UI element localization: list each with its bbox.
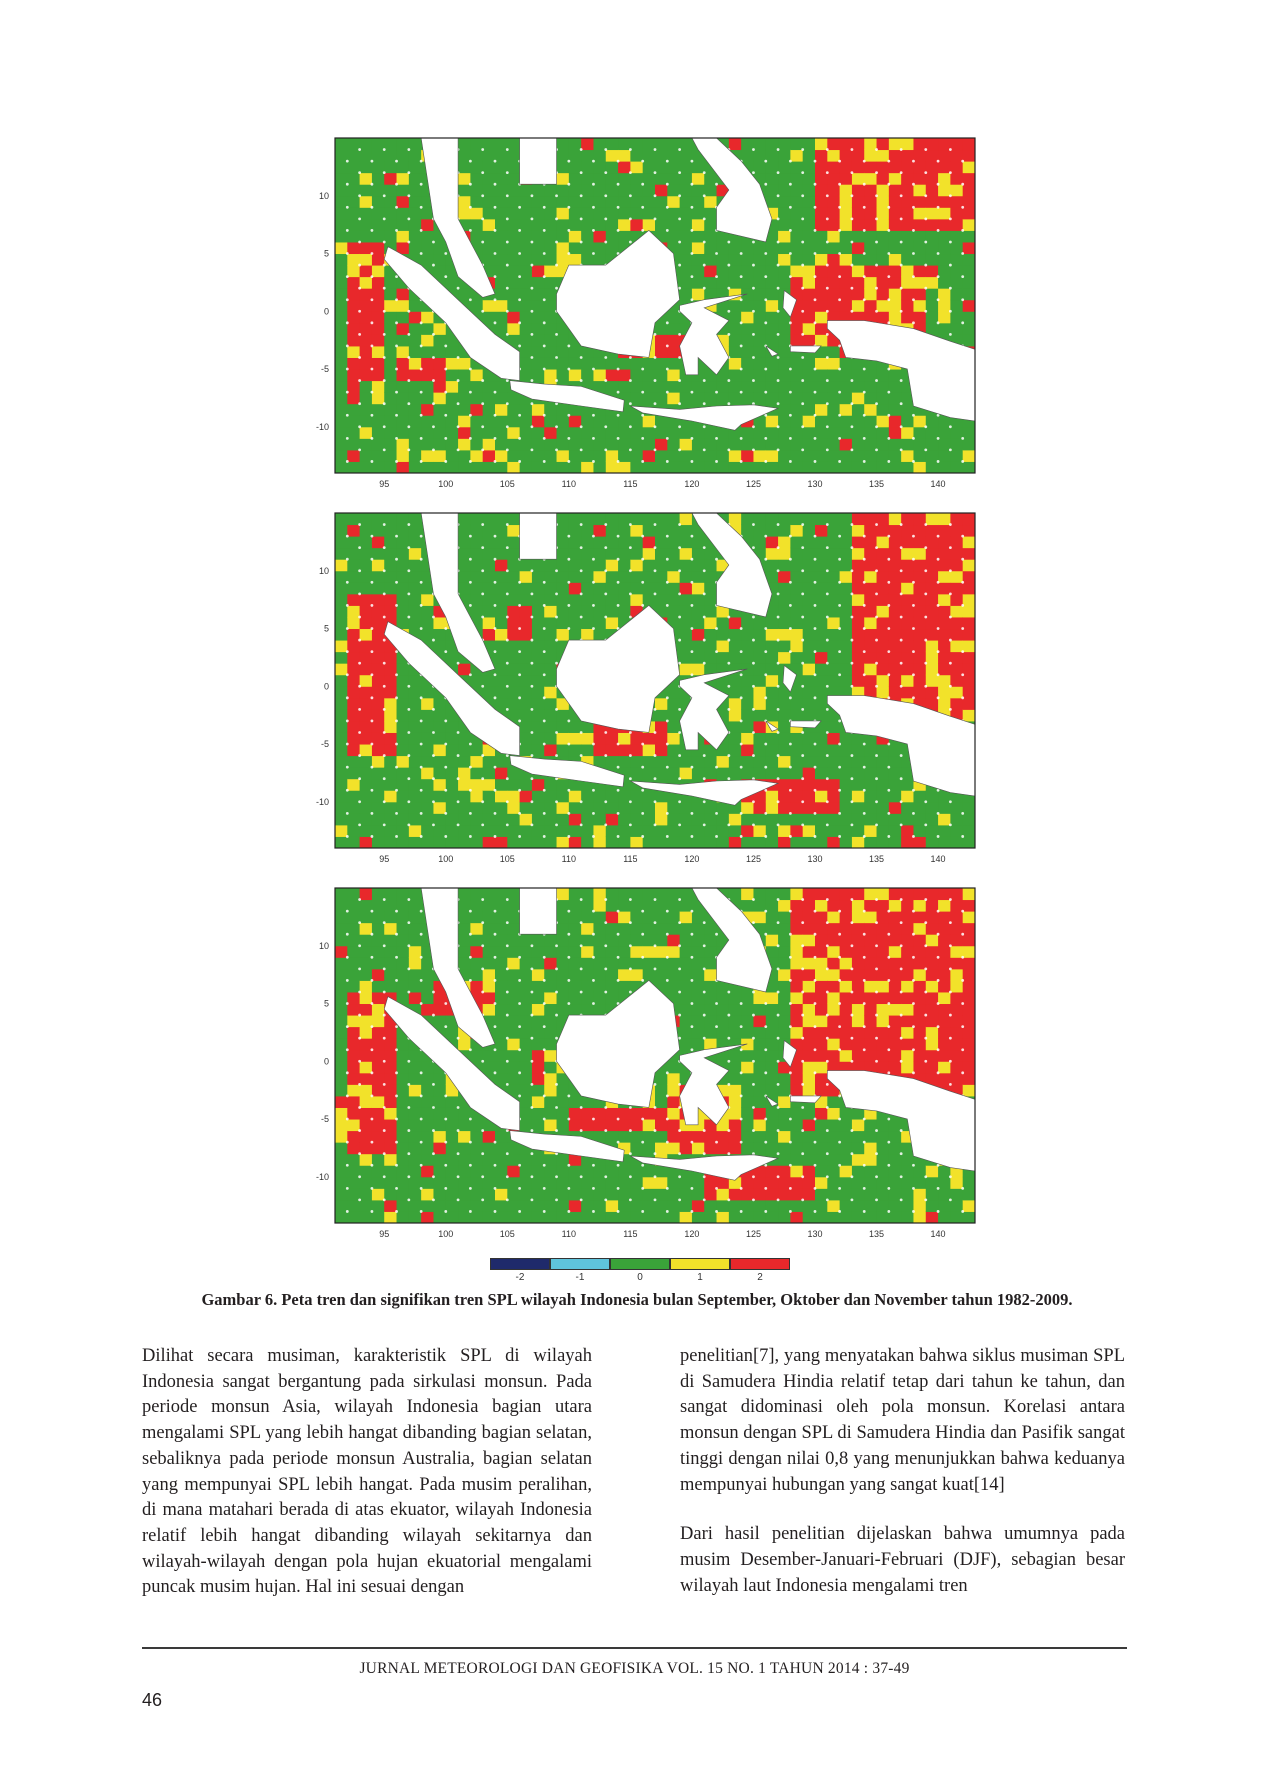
x-tick-label: 120 [684, 1229, 700, 1239]
body-column-right [680, 1344, 1125, 1599]
x-tick-label: 130 [807, 479, 823, 489]
x-tick-label: 95 [379, 854, 390, 864]
y-tick-label: -5 [320, 739, 329, 750]
figure-caption: Gambar 6. Peta tren dan signifikan tren SPL wilayah Indonesia bulan September, Oktober dan November tahun 1982-2009. [201, 1290, 1073, 1309]
colorbar-label: 0 [637, 1272, 643, 1283]
x-tick-label: 115 [623, 854, 638, 864]
colorbar-swatch [730, 1258, 790, 1270]
x-tick-label: 105 [499, 479, 515, 489]
colorbar-swatch [490, 1258, 550, 1270]
map-panel-november [300, 880, 980, 1250]
x-tick-label: 100 [438, 479, 454, 489]
colorbar-swatch [550, 1258, 610, 1270]
x-tick-label: 135 [869, 1229, 885, 1239]
sst-trend-map [300, 505, 980, 875]
colorbar-label: 2 [757, 1272, 763, 1283]
x-tick-label: 125 [745, 479, 761, 489]
y-tick-label: -10 [315, 421, 329, 432]
figure [300, 130, 980, 1290]
y-tick-label: 5 [323, 998, 329, 1009]
colorbar-label: -1 [575, 1272, 585, 1283]
x-tick-label: 120 [684, 854, 700, 864]
y-tick-label: 10 [318, 190, 329, 201]
x-tick-label: 125 [745, 854, 761, 864]
sst-trend-map [300, 880, 980, 1250]
y-tick-label: -5 [320, 364, 329, 375]
journal-footer: JURNAL METEOROLOGI DAN GEOFISIKA VOL. 15 NO. 1 TAHUN 2014 : 37-49 [359, 1660, 910, 1677]
colorbar-label: -2 [515, 1272, 525, 1283]
y-tick-label: 10 [318, 940, 329, 951]
body-column-left [142, 1344, 592, 1601]
y-tick-label: 0 [323, 1056, 329, 1067]
y-tick-label: -10 [315, 796, 329, 807]
x-tick-label: 105 [499, 1229, 515, 1239]
y-tick-label: 5 [323, 623, 329, 634]
x-tick-label: 115 [623, 1229, 638, 1239]
x-tick-label: 130 [807, 1229, 823, 1239]
y-tick-label: -5 [320, 1114, 329, 1125]
x-tick-label: 110 [561, 854, 577, 864]
x-tick-label: 110 [561, 479, 577, 489]
x-tick-label: 125 [745, 1229, 761, 1239]
y-tick-label: 5 [323, 248, 329, 259]
x-tick-label: 110 [561, 1229, 577, 1239]
x-tick-label: 130 [807, 854, 823, 864]
x-tick-label: 140 [930, 854, 946, 864]
colorbar-swatch [670, 1258, 730, 1270]
y-tick-label: 10 [318, 565, 329, 576]
body-paragraph-right-2: Dari hasil penelitian dijelaskan bahwa umumnya pada musim Desember-Januari-Februari (DJF), sebagian besar wilayah laut Indonesia mengalami tren [680, 1524, 1125, 1596]
x-tick-label: 135 [869, 854, 885, 864]
x-tick-label: 95 [379, 479, 390, 489]
x-tick-label: 95 [379, 1229, 390, 1239]
x-tick-label: 120 [684, 479, 700, 489]
colorbar-swatch [610, 1258, 670, 1270]
x-tick-label: 115 [623, 479, 638, 489]
x-tick-label: 100 [438, 1229, 454, 1239]
sst-trend-map [300, 130, 980, 500]
map-panel-oktober [300, 505, 980, 875]
y-tick-label: -10 [315, 1171, 329, 1182]
body-paragraph-left: Dilihat secara musiman, karakteristik SPL di wilayah Indonesia sangat bergantung pada sirkulasi monsun. Pada periode monsun Asia, wilayah Indonesia bagian utara mengalami SPL yang lebih hangat dibanding bagian selatan, sebaliknya pada periode monsun Australia, bagian selatan yang mempunyai SPL lebih hangat. Pada musim peralihan, di mana matahari berada di atas ekuator, wilayah Indonesia relatif lebih hangat dibanding wilayah sekitarnya dan wilayah-wilayah dengan pola hujan ekuatorial mengalami puncak musim hujan. Hal ini sesuai dengan [142, 1346, 592, 1598]
x-tick-label: 100 [438, 854, 454, 864]
y-tick-label: 0 [323, 681, 329, 692]
footer-divider [142, 1647, 1127, 1649]
colorbar-label: 1 [697, 1272, 703, 1283]
page-number: 46 [142, 1690, 163, 1710]
colorbar-legend [490, 1258, 790, 1290]
x-tick-label: 105 [499, 854, 515, 864]
x-tick-label: 135 [869, 479, 885, 489]
map-panel-september [300, 130, 980, 500]
x-tick-label: 140 [930, 479, 946, 489]
y-tick-label: 0 [323, 306, 329, 317]
x-tick-label: 140 [930, 1229, 946, 1239]
body-paragraph-right-1: penelitian[7], yang menyatakan bahwa siklus musiman SPL di Samudera Hindia relatif tetap dari tahun ke tahun, dan sangat didominasi oleh pola monsun. Korelasi antara monsun dengan SPL di Samudera Hindia dan Pasifik sangat tinggi dengan nilai 0,8 yang menunjukkan bahwa keduanya mempunyai hubungan yang sangat kuat[14] [680, 1346, 1125, 1495]
